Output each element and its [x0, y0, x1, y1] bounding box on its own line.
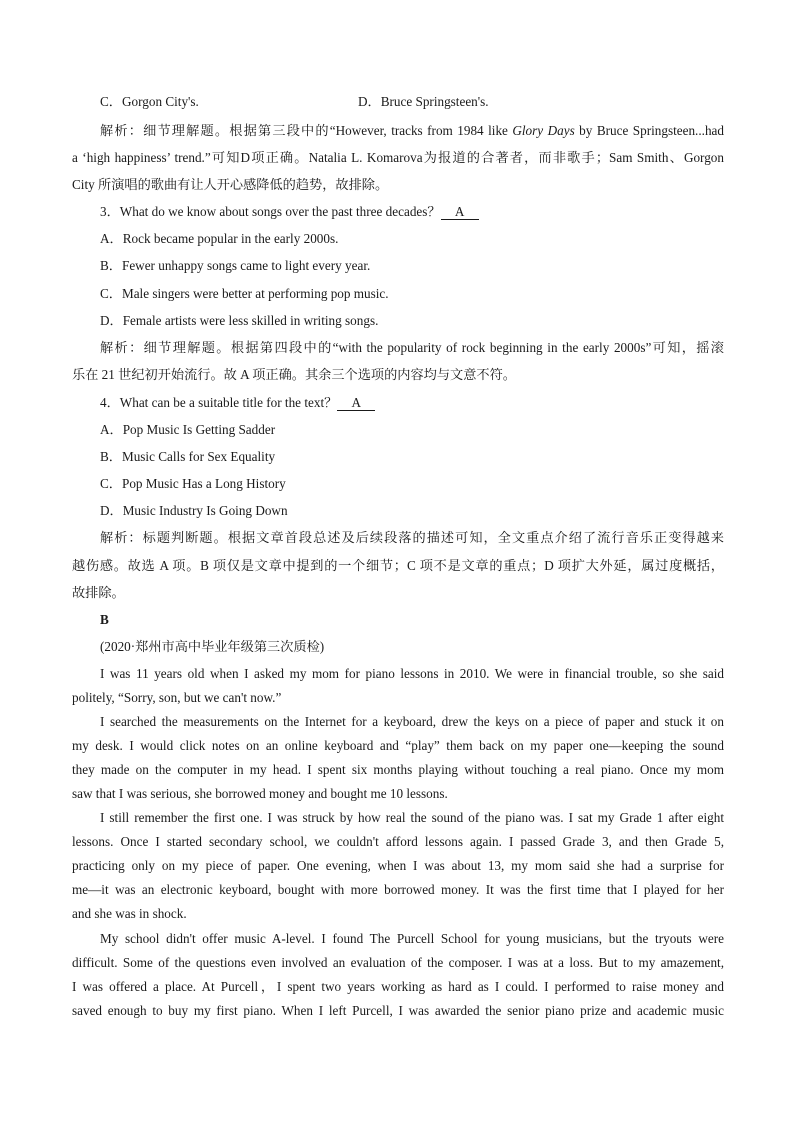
answer-blank: A [337, 396, 375, 411]
question-3 [72, 203, 479, 221]
answer-blank: A [441, 205, 479, 220]
passage-line: I was 11 years old when I asked my mom for piano lessons in 2010. We were in financial trouble, so she said [100, 666, 724, 681]
passage-line: my desk. I would click notes on an online keyboard and “play” them back on my paper one—keeping the sound [72, 738, 724, 753]
passage-line: I searched the measurements on the Internet for a keyboard, drew the keys on a piece of paper and stuck it on [100, 714, 724, 729]
passage-line: they made on the computer in my head. I spent six months playing without touching a real piano. Once my mom [72, 762, 724, 777]
option-d: D．Music Industry Is Going Down [100, 503, 288, 518]
passage-line: me—it was an electronic keyboard, bought with more borrowed money. It was the first time that I played for her [72, 882, 724, 897]
song-title: Glory Days [512, 123, 575, 138]
passage-line: I still remember the first one. I was struck by how real the sound of the piano was. I sat my Grade 1 after eight [100, 810, 724, 825]
passage-line: and she was in shock. [72, 906, 187, 921]
analysis-paragraph-line: 解析：细节理解题。根据第三段中的“However, tracks from 1984 like Glory Days by Bruce Springsteen...had [100, 123, 724, 138]
passage-line: saw that I was serious, she borrowed money and bought me 10 lessons. [72, 786, 448, 801]
option-c: C．Gorgon City's. [100, 94, 199, 109]
analysis-paragraph-line: 乐在 21 世纪初开始流行。故 A 项正确。其余三个选项的内容均与文意不符。 [72, 367, 516, 382]
passage-line: I was offered a place. At Purcell，I spent two years working as hard as I could. I performed to raise money and [72, 979, 724, 994]
option-a: A．Rock became popular in the early 2000s. [100, 231, 339, 246]
question-text: 3．What do we know about songs over the past three decades？ [100, 204, 441, 219]
passage-line: lessons. Once I started secondary school, we couldn't afford lessons again. I passed Grade 3, and then Grade 5, [72, 834, 724, 849]
analysis-paragraph-line: 故排除。 [72, 585, 125, 600]
option-b: B．Music Calls for Sex Equality [100, 449, 276, 464]
option-d: D．Female artists were less skilled in writing songs. [100, 313, 379, 328]
analysis-paragraph-line: 越伤感。故选 A 项。B 项仅是文章中提到的一个细节；C 项不是文章的重点；D 项扩大外延，属过度概括， [72, 558, 724, 573]
question-text: 4．What can be a suitable title for the text？ [100, 395, 338, 410]
option-d: D．Bruce Springsteen's. [358, 94, 489, 109]
option-a: A．Pop Music Is Getting Sadder [100, 422, 276, 437]
option-b: B．Fewer unhappy songs came to light every year. [100, 258, 371, 273]
passage-line: saved enough to buy my first piano. When I left Purcell, I was awarded the senior piano prize and academic music [72, 1003, 724, 1018]
section-heading: B [100, 612, 109, 627]
passage-line: My school didn't offer music A-level. I found The Purcell School for young musicians, but the tryouts were [100, 931, 724, 946]
option-c: C．Pop Music Has a Long History [100, 476, 286, 491]
passage-line: politely, “Sorry, son, but we can't now.” [72, 690, 282, 705]
analysis-paragraph-line: 解析：标题判断题。根据文章首段总述及后续段落的描述可知，全文重点介绍了流行音乐正变得越来 [100, 530, 724, 545]
analysis-paragraph-line: 解析：细节理解题。根据第四段中的“with the popularity of rock beginning in the early 2000s”可知，摇滚 [100, 340, 724, 355]
question-4 [72, 394, 375, 412]
passage-source: (2020·郑州市高中毕业年级第三次质检) [100, 639, 325, 654]
analysis-paragraph-line: a ‘high happiness’ trend.”可知D项正确。Natalia L. Komarova为报道的合著者，而非歌手；Sam Smith、Gorgon [72, 150, 724, 165]
option-c: C．Male singers were better at performing pop music. [100, 286, 389, 301]
analysis-paragraph-line: City 所演唱的歌曲有让人开心感降低的趋势，故排除。 [72, 177, 389, 192]
passage-line: difficult. Some of the questions even involved an evaluation of the composer. I was at a loss. But to my amazement, [72, 955, 724, 970]
passage-line: practicing only on my piece of paper. One evening, when I was about 13, my mom said she had a surprise for [72, 858, 724, 873]
